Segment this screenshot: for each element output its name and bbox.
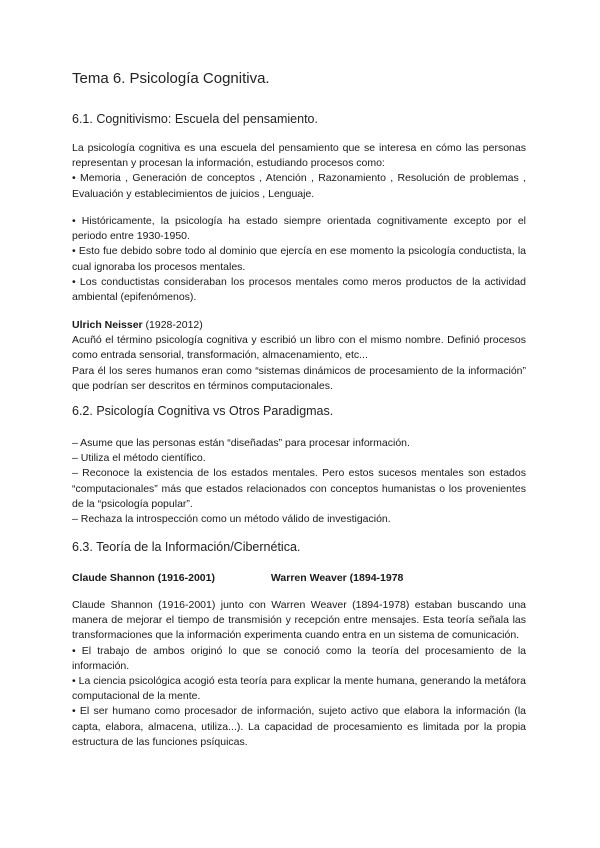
neisser-paragraph	[72, 318, 526, 394]
list-item: – Rechaza la introspección como un método válido de investigación.	[72, 513, 391, 526]
paradigms-list	[72, 436, 526, 527]
list-item: – Asume que las personas están “diseñadas” para procesar información.	[72, 437, 410, 449]
information-theory-paragraph	[72, 598, 526, 750]
bullet-item: • El trabajo de ambos originó lo que se conoció como la teoría del procesamiento de la información.	[72, 644, 526, 672]
intro-paragraph	[72, 141, 526, 202]
bullet-item: • El ser humano como procesador de información, sujeto activo que elabora la información (la capta, elabora, almacena, utiliza...). La capacidad de procesamiento es limitada por la propia estructura de las funciones psíquicas.	[72, 705, 526, 748]
list-item: – Reconoce la existencia de los estados mentales. Pero estos sucesos mentales son estados “computacionales” más que estados relacionados con conceptos humanistas o los provenientes de la “psicología popular”.	[72, 467, 526, 510]
neisser-heading	[72, 318, 526, 333]
intro-text: La psicología cognitiva es una escuela del pensamiento que se interesa en cómo las personas representan y procesan la información, estudiando procesos como:	[72, 142, 526, 170]
list-item: – Utiliza el método científico.	[72, 452, 206, 465]
theory-text: Claude Shannon (1916-2001) junto con Warren Weaver (1894-1978) estaban buscando una manera de mejorar el tiempo de transmisión y recepción entre mensajes. Esta teoría señala las transformaciones que la información experimenta cuando entra en un sistema de comunicación.	[72, 599, 526, 642]
history-bullets	[72, 214, 526, 305]
bullet-item: • Los conductistas consideraban los procesos mentales como meros productos de la actividad ambiental (epifenómenos).	[72, 275, 526, 304]
neisser-name: Ulrich Neisser	[72, 319, 143, 331]
neisser-years: (1928-2012)	[142, 319, 203, 331]
bullet-item: • Históricamente, la psicología ha estado siempre orientada cognitivamente excepto por el periodo entre 1930-1950.	[72, 215, 526, 243]
neisser-text-2: Para él los seres humanos eran como “sistemas dinámicos de procesamiento de la información” que podrían ser descritos en términos computacionales.	[72, 364, 526, 392]
author-shannon: Claude Shannon (1916-2001)	[72, 572, 215, 584]
author-weaver: Warren Weaver (1894-1978	[270, 572, 404, 584]
authors-line	[72, 572, 403, 584]
section-heading-6-3: 6.3. Teoría de la Información/Cibernética.	[72, 540, 301, 554]
bullet-item: • Esto fue debido sobre todo al dominio que ejercía en ese momento la psicología conductista, la cual ignoraba los procesos mentales.	[72, 245, 526, 273]
bullet-item: • La ciencia psicológica acogió esta teoría para explicar la mente humana, generando la metáfora computacional de la mente.	[72, 675, 526, 703]
page-title: Tema 6. Psicología Cognitiva.	[72, 70, 270, 87]
section-heading-6-1: 6.1. Cognitivismo: Escuela del pensamiento.	[72, 112, 318, 126]
neisser-text: Acuñó el término psicología cognitiva y escribió un libro con el mismo nombre. Definió procesos como entrada sensorial, transformación, almacenamiento, etc...	[72, 334, 526, 362]
section-heading-6-2: 6.2. Psicología Cognitiva vs Otros Paradigmas.	[72, 404, 334, 418]
process-list: • Memoria , Generación de conceptos , Atención , Razonamiento , Resolución de problemas , Evaluación y establecimientos de juicios , Lenguaje.	[72, 172, 526, 200]
